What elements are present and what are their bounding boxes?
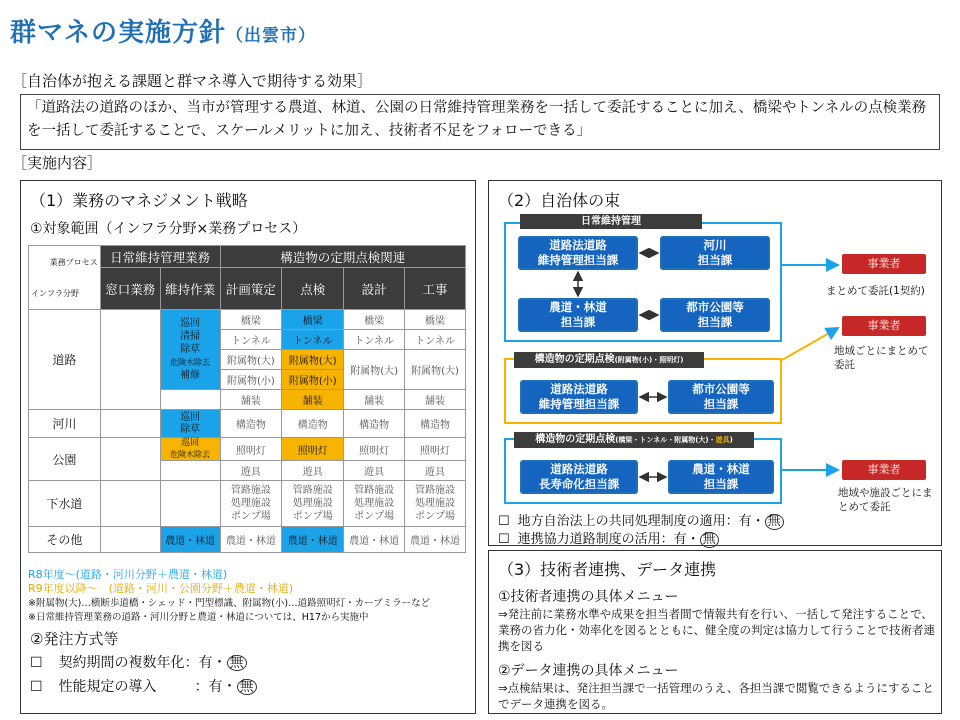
header-periodic-inspection: 構造物の定期点検関連 [220, 246, 466, 268]
cell: トンネル [220, 330, 282, 350]
cell: 附属物(大) [220, 350, 282, 370]
cell-empty [160, 461, 220, 481]
selected-circle: 無 [227, 655, 247, 671]
panel2-title: （2）自治体の束 [498, 191, 621, 210]
note-h17: ※日常維持管理業務の道路・河川分野と農道・林道については、H17から実施中 [28, 612, 369, 623]
cell-empty [160, 390, 220, 410]
cell: 管路施設 処理施設 ポンプ場 [344, 481, 405, 527]
quote-box: 「道路法の道路のほか、当市が管理する農道、林道、公園の日常維持管理業務を一括して委託することに加え、橋梁やトンネルの点検業務を一括して委託することで、スケールメリットに加え、技術者不足をフォローできる」 [20, 94, 940, 150]
cell: 橋梁 [344, 310, 405, 330]
dept-agri-forest-2: 農道・林道 担当課 [668, 460, 774, 494]
order-method-heading: ②発注方式等 [30, 630, 119, 648]
cell: 橋梁 [220, 310, 282, 330]
tag-daily: 日常維持管理 [520, 214, 702, 229]
cell: 照明灯 [405, 438, 466, 461]
cell: 構造物 [282, 410, 344, 438]
cell-empty [100, 438, 160, 481]
dept-road-maint-2: 道路法道路 維持管理担当課 [520, 380, 638, 414]
col-planning: 計画策定 [220, 268, 282, 310]
check-road-cooperation: ☐ 連携協力道路制度の活用：有・ 無 [498, 528, 719, 548]
selected-circle: 無 [765, 514, 784, 530]
row-river: 河川 [29, 410, 101, 438]
cell: トンネル [405, 330, 466, 350]
cell-highlight: 附属物(小) [282, 370, 344, 390]
cell-empty [100, 481, 160, 527]
panel1-title: （1）業務のマネジメント戦略 [30, 191, 248, 210]
cell: 管路施設 処理施設 ポンプ場 [405, 481, 466, 527]
row-other: その他 [29, 527, 101, 553]
tech-menu-text: ⇒発注前に業務水準や成果を担当者間で情報共有を行い、一括して発注することで、業務の省力化・効率化を図るとともに、健全度の判定は協力して行うことで技術者連携を図る [498, 607, 935, 653]
cell: 遊具 [405, 461, 466, 481]
cell: 構造物 [405, 410, 466, 438]
cell-empty [100, 527, 160, 553]
note-r8: R8年度～(道路・河川分野＋農道・林道) [28, 568, 228, 581]
check-joint-processing: ☐ 地方自治法上の共同処理制度の適用：有・ 無 [498, 510, 784, 530]
cell-highlight: 照明灯 [282, 438, 344, 461]
contract-note-2: 地域ごとにまとめて委託 [834, 345, 929, 371]
cell: 農道・林道 [220, 527, 282, 553]
cell: トンネル [344, 330, 405, 350]
cell: 舗装 [220, 390, 282, 410]
header-daily-maintenance: 日常維持管理業務 [100, 246, 220, 268]
dept-park-2: 都市公園等 担当課 [668, 380, 774, 414]
cell: 遊具 [282, 461, 344, 481]
row-park: 公園 [29, 438, 101, 481]
col-design: 設計 [344, 268, 405, 310]
row-sewer: 下水道 [29, 481, 101, 527]
cell: 遊具 [344, 461, 405, 481]
col-maintenance: 維持作業 [160, 268, 220, 310]
dept-road-maint: 道路法道路 維持管理担当課 [518, 236, 638, 270]
scope-matrix [28, 245, 466, 553]
checkbox-icon: ☐ [30, 655, 43, 671]
col-inspection: 点検 [282, 268, 344, 310]
selected-circle: 無 [237, 679, 257, 695]
col-window: 窓口業務 [100, 268, 160, 310]
cell-park-maint: 巡回 危険木除去 [160, 438, 220, 461]
dept-agri-forest: 農道・林道 担当課 [518, 298, 638, 332]
tech-menu-heading: ①技術者連携の具体メニュー [498, 589, 679, 605]
cell: 農道・林道 [344, 527, 405, 553]
cell: 遊具 [220, 461, 282, 481]
cell: 管路施設 処理施設 ポンプ場 [220, 481, 282, 527]
row-road: 道路 [29, 310, 101, 410]
cell-road-maint: 巡回 清掃 除草 危険木除去 補修 [160, 310, 220, 390]
cell: 管路施設 処理施設 ポンプ場 [282, 481, 344, 527]
cell: 照明灯 [220, 438, 282, 461]
note-attachments: ※附属物(大)…横断歩道橋・シェッド・門型標識、附属物(小)…道路照明灯・カーブミラーなど [28, 598, 431, 609]
check-multiyear: ☐ 契約期間の複数年化：有・ 無 [30, 652, 247, 672]
matrix-corner: 業務プロセス インフラ分野 [29, 246, 101, 310]
note-r9: R9年度以降～ (道路・河川・公園分野＋農道・林道) [28, 582, 294, 595]
checkbox-icon: ☐ [30, 679, 43, 695]
data-menu-text: ⇒点検結果は、発注担当課で一括管理のうえ、各担当課で閲覧できるようにすることでデータ連携を図る。 [498, 681, 934, 711]
contract-note-3: 地域や施設ごとにまとめて委託 [838, 487, 933, 513]
cell-river-maint: 巡回 除草 [160, 410, 220, 438]
cell-highlight: 附属物(大) [282, 350, 344, 370]
cell-highlight: 橋梁 [282, 310, 344, 330]
cell-highlight: トンネル [282, 330, 344, 350]
cell: 舗装 [344, 390, 405, 410]
cell: 構造物 [220, 410, 282, 438]
dept-road-longevity: 道路法道路 長寿命化担当課 [520, 460, 638, 494]
cell-empty [100, 310, 160, 410]
contractor-1: 事業者 [842, 254, 926, 274]
dept-river: 河川 担当課 [660, 236, 770, 270]
section-content-heading: ［実施内容］ [12, 154, 103, 172]
col-construction: 工事 [405, 268, 466, 310]
page-title: 群マネの実施方針（出雲市） [10, 18, 317, 48]
contractor-3: 事業者 [842, 460, 926, 480]
dept-park: 都市公園等 担当課 [660, 298, 770, 332]
cell-highlight: 農道・林道 [282, 527, 344, 553]
cell: 照明灯 [344, 438, 405, 461]
checkbox-icon: ☐ [498, 532, 510, 547]
cell-highlight: 舗装 [282, 390, 344, 410]
cell: 附属物(大) [344, 350, 405, 390]
check-performance: ☐ 性能規定の導入 ：有・ 無 [30, 676, 257, 696]
panel3-title: （3）技術者連携、データ連携 [498, 560, 717, 579]
scope-heading: ①対象範囲（インフラ分野×業務プロセス） [30, 221, 307, 237]
contract-note-1: まとめて委託(1契約) [826, 285, 925, 297]
cell: 橋梁 [405, 310, 466, 330]
section-issues-heading: ［自治体が抱える課題と群マネ導入で期待する効果］ [12, 72, 373, 90]
checkbox-icon: ☐ [498, 514, 510, 529]
cell: 舗装 [405, 390, 466, 410]
contractor-2: 事業者 [842, 316, 926, 336]
cell: 農道・林道 [405, 527, 466, 553]
data-menu-heading: ②データ連携の具体メニュー [498, 663, 679, 679]
cell-highlight: 農道・林道 [160, 527, 220, 553]
cell-empty [160, 481, 220, 527]
cell-empty [100, 410, 160, 438]
tag-inspection-large: 構造物の定期点検(橋梁・トンネル・附属物(大)・遊具) [514, 432, 754, 448]
tag-inspection-small: 構造物の定期点検(附属物(小)・照明灯) [514, 352, 704, 368]
selected-circle: 無 [700, 532, 719, 548]
cell: 構造物 [344, 410, 405, 438]
cell: 附属物(大) [405, 350, 466, 390]
cell: 附属物(小) [220, 370, 282, 390]
